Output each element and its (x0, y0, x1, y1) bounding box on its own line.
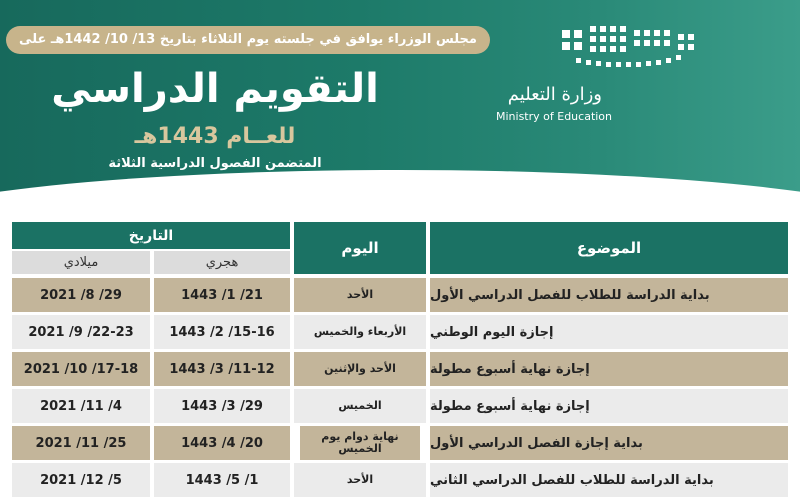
header-gregorian: ميلادي (12, 251, 150, 274)
ministry-name-arabic: وزارة التعليم (507, 84, 602, 105)
header-banner (0, 0, 800, 198)
ministry-dots-logo-icon (562, 24, 712, 80)
cell-hijri: 15-16/ 2/ 1443 (154, 315, 290, 349)
ministry-logo (492, 18, 722, 128)
academic-year: للعــام 1443هـ (134, 124, 296, 149)
cell-gregorian: 17-18/ 10/ 2021 (12, 352, 150, 386)
cell-hijri: 1/ 5/ 1443 (154, 463, 290, 497)
page-title: التقويم الدراسي (51, 66, 379, 112)
cell-day: الأحد والإثنين (294, 352, 426, 386)
table-row (12, 389, 788, 423)
table-row (12, 463, 788, 497)
cell-gregorian: 5/ 12/ 2021 (12, 463, 150, 497)
header-date: التاريخ (12, 222, 290, 249)
cell-gregorian: 25/ 11/ 2021 (12, 426, 150, 460)
cell-hijri: 29/ 3/ 1443 (154, 389, 290, 423)
cell-day: الخميس (294, 389, 426, 423)
table-row (12, 352, 788, 386)
cell-gregorian: 22-23/ 9/ 2021 (12, 315, 150, 349)
cell-topic: بداية الدراسة للطلاب للفصل الدراسي الثاني (430, 463, 788, 497)
cell-topic: بداية الدراسة للطلاب للفصل الدراسي الأول (430, 278, 788, 312)
cell-hijri: 21/ 1/ 1443 (154, 278, 290, 312)
ministry-name-english: Ministry of Education (496, 110, 613, 123)
header-hijri: هجري (154, 251, 290, 274)
cell-hijri: 20/ 4/ 1443 (154, 426, 290, 460)
table-row (12, 315, 788, 349)
table-row (12, 426, 788, 460)
cell-day: الأربعاء والخميس (294, 315, 426, 349)
cell-day: الأحد (294, 463, 426, 497)
cell-topic: إجازة اليوم الوطني (430, 315, 788, 349)
cell-hijri: 11-12/ 3/ 1443 (154, 352, 290, 386)
table-row (12, 278, 788, 312)
cell-topic: إجازة نهاية أسبوع مطولة (430, 352, 788, 386)
cell-day: نهاية دوام يوم الخميس (300, 426, 420, 460)
cell-topic: إجازة نهاية أسبوع مطولة (430, 389, 788, 423)
header-swoosh (0, 170, 800, 198)
decree-text: مجلس الوزراء يوافق في جلسته يوم الثلاثاء بتاريخ 13/ 10/ 1442هـ على (6, 26, 490, 54)
terms-subtitle: المتضمن الفصول الدراسية الثلاثة (108, 156, 322, 171)
cell-topic: بداية إجازة الفصل الدراسي الأول (430, 426, 788, 460)
cell-day: الأحد (294, 278, 426, 312)
header-day: اليوم (294, 222, 426, 274)
cell-gregorian: 29/ 8/ 2021 (12, 278, 150, 312)
calendar-table (12, 222, 788, 500)
header-topic: الموضوع (430, 222, 788, 274)
cell-gregorian: 4/ 11/ 2021 (12, 389, 150, 423)
